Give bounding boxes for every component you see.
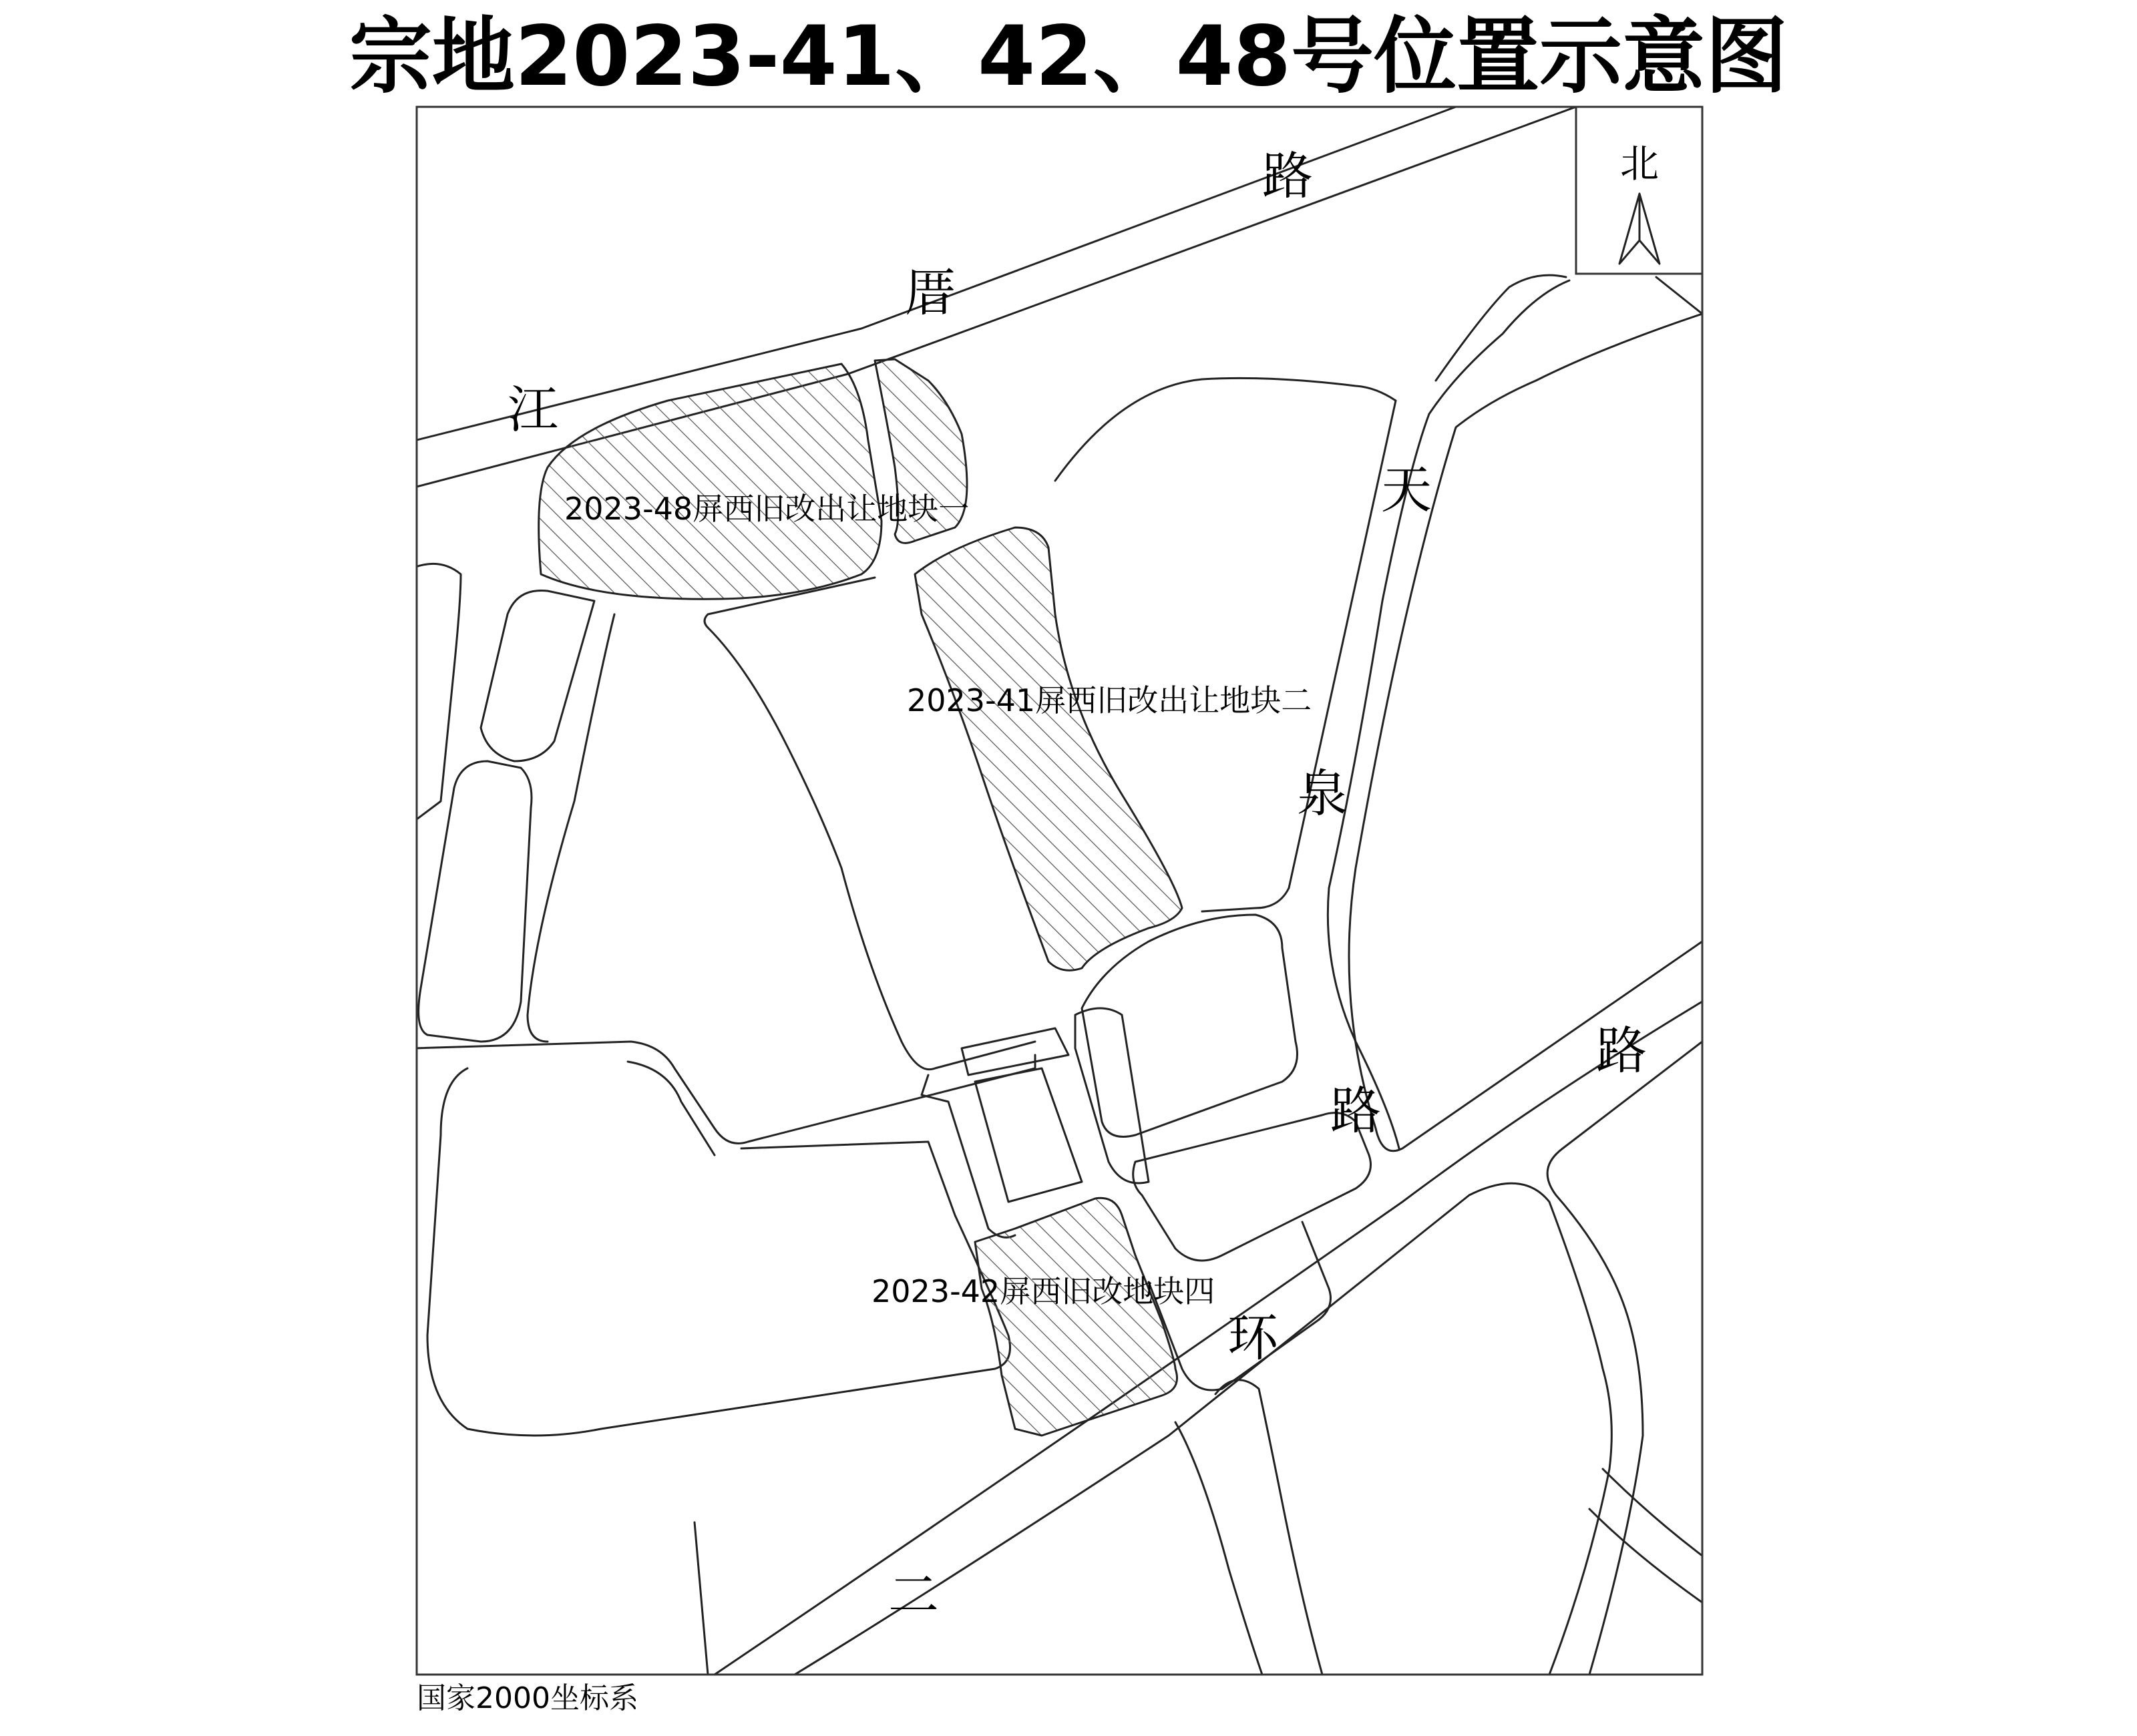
block-edge	[962, 1028, 1068, 1075]
road-label-er: 二	[888, 1565, 939, 1624]
road-edge	[1055, 378, 1396, 481]
block-edge	[419, 761, 532, 1042]
road-label-quan: 泉	[1297, 764, 1348, 823]
road-edge	[1436, 275, 1566, 381]
road-edge	[715, 1002, 1702, 1675]
road-label-jiang: 江	[508, 380, 558, 439]
road-label-lu-top: 路	[1262, 146, 1313, 206]
parcel-2023-48-label: 2023-48屏西旧改出让地块一	[564, 491, 970, 527]
road-edge	[1202, 401, 1396, 911]
coordinate-system-label: 国家2000坐标系	[417, 1681, 638, 1715]
road-edge	[1656, 277, 1702, 314]
block-edge	[427, 1068, 1010, 1436]
road-label-tian: 天	[1381, 460, 1432, 519]
road-network	[414, 107, 1702, 1675]
road-edge	[414, 107, 1576, 487]
road-label-lu-right: 路	[1596, 1021, 1647, 1080]
road-label-huan: 环	[1227, 1308, 1278, 1367]
road-label-dun: 厝	[905, 263, 956, 322]
road-label-lu-mid: 路	[1330, 1081, 1381, 1140]
parcel-2023-41-plot	[915, 527, 1182, 970]
parcel-2023-42-plot	[975, 1198, 1177, 1436]
block-edge	[1175, 1422, 1262, 1675]
block-edge	[1349, 314, 1702, 1151]
road-edge	[1547, 1042, 1702, 1675]
parcel-2023-41-label: 2023-41屏西旧改出让地块二	[907, 682, 1312, 718]
parcel-2023-42-label: 2023-42屏西旧改地块四	[871, 1273, 1215, 1309]
block-edge	[1082, 915, 1298, 1137]
road-edge	[1589, 1509, 1702, 1602]
block-edge	[528, 614, 614, 1042]
block-edge	[1215, 1380, 1322, 1675]
road-edge	[1328, 280, 1569, 1148]
block-edge	[414, 1042, 1035, 1144]
north-arrow-box	[1576, 107, 1702, 274]
road-edge	[695, 1522, 708, 1675]
block-edge	[922, 1075, 1015, 1237]
map-title: 宗地2023-41、42、48号位置示意图	[349, 9, 1788, 105]
road-edge	[1603, 1469, 1702, 1556]
block-edge	[414, 564, 461, 821]
north-label: 北	[1619, 141, 1660, 186]
block-edge	[975, 1068, 1082, 1202]
parcel-2023-48-plot	[539, 364, 882, 599]
block-edge	[481, 590, 594, 761]
